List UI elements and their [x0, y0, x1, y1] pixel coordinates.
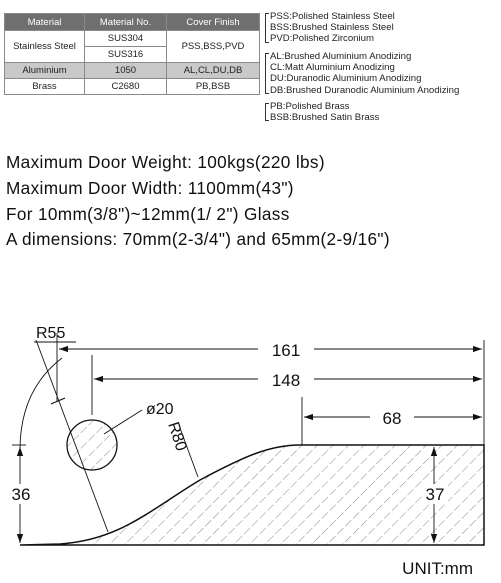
header-material-no: Material No. — [85, 14, 167, 31]
cell-material-no: 1050 — [85, 63, 167, 79]
dim-68-label: 68 — [382, 409, 402, 428]
legend-item: BSS:Brushed Stainless Steel — [270, 22, 394, 34]
cell-material-no: SUS316 — [85, 47, 167, 63]
cell-finish: PSS,BSS,PVD — [167, 31, 260, 63]
cell-finish: AL,CL,DU,DB — [167, 63, 260, 79]
specifications — [6, 150, 390, 253]
legend-bracket — [265, 13, 269, 43]
finish-legend-stainless — [265, 11, 395, 45]
dim-148-label: 148 — [271, 371, 301, 390]
cell-material: Aluminium — [5, 63, 85, 79]
legend-item: PSS:Polished Stainless Steel — [270, 11, 395, 22]
legend-item: DB:Brushed Duranodic Aluminium Anodizing — [270, 84, 460, 96]
spec-max-width: Maximum Door Width: 1100mm(43") — [6, 177, 294, 198]
technical-drawing — [0, 300, 501, 583]
table-row-brass — [5, 79, 260, 95]
header-cover-finish: Cover Finish — [167, 14, 260, 31]
r55-label: R55 — [36, 325, 66, 342]
header-material: Material — [5, 14, 85, 31]
spec-a-dimensions: A dimensions: 70mm(2-3/4") and 65mm(2-9/16") — [6, 229, 390, 250]
table-header-row — [5, 14, 260, 31]
cell-material: Brass — [5, 79, 85, 95]
table-row-aluminium — [5, 63, 260, 79]
r55-arc — [20, 358, 62, 450]
material-table — [4, 13, 260, 95]
legend-item: CL:Matt Aluminium Anodizing — [270, 62, 395, 74]
height-right-label: 37 — [425, 485, 445, 504]
hole-diameter-label: ø20 — [146, 401, 174, 418]
cell-material: Stainless Steel — [5, 31, 85, 63]
spec-glass-thickness: For 10mm(3/8")~12mm(1/ 2") Glass — [6, 203, 290, 224]
legend-bracket — [265, 53, 269, 94]
legend-item: AL:Brushed Aluminium Anodizing — [270, 51, 412, 62]
height-left-label: 36 — [11, 485, 31, 504]
r80-label: R80 — [164, 419, 190, 454]
legend-item: BSB:Brushed Satin Brass — [270, 112, 380, 124]
finish-legend-brass — [265, 101, 379, 123]
mounting-hole-icon — [67, 420, 117, 470]
cell-material-no: C2680 — [85, 79, 167, 95]
cell-material-no: SUS304 — [85, 31, 167, 47]
unit-label: UNIT:mm — [402, 559, 473, 578]
cell-finish: PB,BSB — [167, 79, 260, 95]
legend-bracket — [265, 103, 269, 121]
legend-item: PVD:Polished Zirconium — [270, 33, 374, 45]
finish-legend-aluminium — [265, 51, 459, 96]
legend-item: DU:Duranodic Aluminium Anodizing — [270, 73, 422, 85]
spec-max-weight: Maximum Door Weight: 100kgs(220 lbs) — [6, 152, 325, 172]
legend-item: PB:Polished Brass — [270, 101, 350, 112]
dim-161-label: 161 — [271, 341, 301, 360]
table-row-stainless — [5, 31, 260, 47]
hole-leader — [104, 410, 142, 434]
